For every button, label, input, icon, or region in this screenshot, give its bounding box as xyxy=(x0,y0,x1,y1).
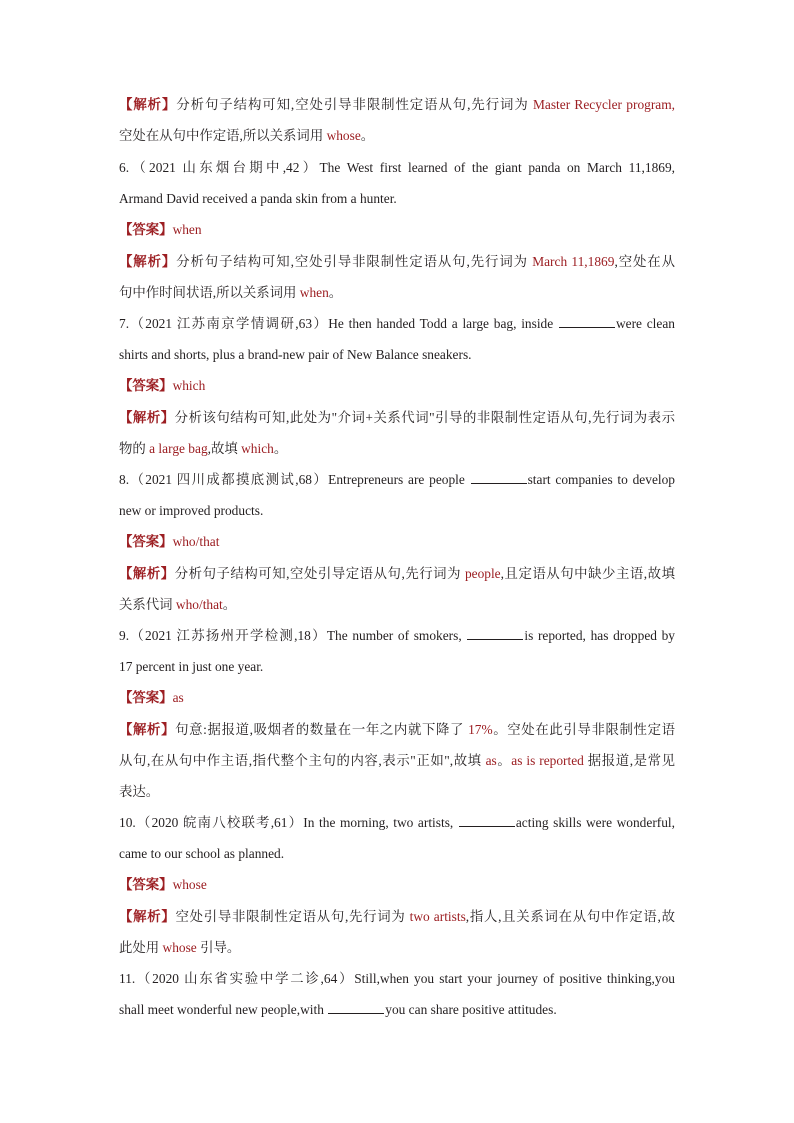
analysis-label: 【解析】 xyxy=(119,410,175,425)
analysis-line xyxy=(119,284,342,302)
analysis-line xyxy=(119,596,236,614)
analysis-line xyxy=(119,409,675,427)
analysis-text: 从句,在从句中作主语,指代整个主句的内容,表示"正如",故填 xyxy=(119,753,486,768)
analysis-text: 分析句子结构可知,空处引导非限制性定语从句,先行词为 xyxy=(176,97,533,112)
question-6-line: Armand David received a panda skin from a hunter. xyxy=(119,191,397,206)
analysis-text: 表达。 xyxy=(119,784,160,799)
analysis-text: 据报道,是常见 xyxy=(583,753,675,768)
analysis-line xyxy=(119,908,675,926)
analysis-line xyxy=(119,783,159,801)
analysis-label: 【解析】 xyxy=(119,566,175,581)
analysis-text: 引导。 xyxy=(196,940,241,955)
answer-line xyxy=(119,377,205,395)
answer-label: 【答案】 xyxy=(119,378,173,393)
analysis-text: 。 xyxy=(273,441,288,456)
analysis-label: 【解析】 xyxy=(119,254,177,269)
analysis-text: 空处在从句中作定语,所以关系词用 xyxy=(119,128,327,143)
analysis-text: 分析句子结构可知,空处引导定语从句,先行词为 xyxy=(174,566,465,581)
analysis-text: 空处引导非限制性定语从句,先行词为 xyxy=(175,909,410,924)
answer-line xyxy=(119,689,184,707)
answer-blank xyxy=(471,471,527,484)
question-10-line: 10.（2020 皖南八校联考,61）In the morning, two artists, acting skills were wonderful, xyxy=(119,815,675,830)
analysis-highlight: March 11,1869 xyxy=(532,254,615,269)
analysis-text: 物的 xyxy=(119,441,150,456)
analysis-text: 句意:据报道,吸烟者的数量在一年之内就下降了 xyxy=(175,722,469,737)
analysis-text: ,空处在从 xyxy=(614,254,675,269)
answer-label: 【答案】 xyxy=(119,222,173,237)
analysis-highlight: who/that xyxy=(175,597,223,612)
answer-label: 【答案】 xyxy=(119,877,173,892)
answer-blank xyxy=(328,1001,384,1014)
analysis-text: 。空处在此引导非限制性定语 xyxy=(492,722,675,737)
analysis-highlight: as is reported xyxy=(511,753,584,768)
analysis-text: ,且定语从句中缺少主语,故填 xyxy=(500,566,676,581)
analysis-label: 【解析】 xyxy=(119,722,176,737)
question-10-line: came to our school as planned. xyxy=(119,846,285,861)
analysis-line xyxy=(119,721,675,739)
question-7-line: 7.（2021 江苏南京学情调研,63）He then handed Todd a large bag, inside were clean xyxy=(119,316,675,331)
analysis-highlight: a large bag xyxy=(149,441,208,456)
analysis-highlight: 17% xyxy=(468,722,493,737)
analysis-line xyxy=(119,565,675,583)
answer-blank xyxy=(459,814,515,827)
analysis-text: 。 xyxy=(222,597,237,612)
question-9-line: 9.（2021 江苏扬州开学检测,18）The number of smokers, is reported, has dropped by xyxy=(119,628,676,643)
answer-blank xyxy=(559,315,615,328)
answer-line xyxy=(119,876,207,894)
analysis-highlight: when xyxy=(299,285,329,300)
answer-value: when xyxy=(172,222,202,237)
analysis-line xyxy=(119,96,675,114)
analysis-label: 【解析】 xyxy=(119,97,177,112)
analysis-highlight: Master Recycler program, xyxy=(532,97,676,112)
analysis-highlight: whose xyxy=(162,940,197,955)
analysis-line xyxy=(119,127,374,145)
answer-value: whose xyxy=(172,877,207,892)
analysis-text: 此处用 xyxy=(119,940,163,955)
analysis-text: 。 xyxy=(496,753,512,768)
question-8-line: 8.（2021 四川成都摸底测试,68）Entrepreneurs are people start companies to develop xyxy=(119,472,675,487)
analysis-line xyxy=(119,253,675,271)
question-7-line: shirts and shorts, plus a brand-new pair of New Balance sneakers. xyxy=(119,347,472,362)
analysis-highlight: two artists xyxy=(409,909,466,924)
analysis-line xyxy=(119,939,240,957)
analysis-highlight: as xyxy=(485,753,497,768)
question-8-line: new or improved products. xyxy=(119,503,264,518)
question-9-line: 17 percent in just one year. xyxy=(119,659,264,674)
analysis-text: 。 xyxy=(328,285,343,300)
analysis-highlight: whose xyxy=(326,128,361,143)
question-11-line: 11.（2020 山东省实验中学二诊,64）Still,when you start your journey of positive thinking,you xyxy=(119,971,675,986)
analysis-label: 【解析】 xyxy=(119,909,176,924)
analysis-line xyxy=(119,752,675,770)
analysis-text: ,指人,且关系词在从句中作定语,故 xyxy=(465,909,676,924)
answer-value: as xyxy=(172,690,184,705)
analysis-text: ,故填 xyxy=(207,441,242,456)
question-6-line: 6.（2021 山东烟台期中,42）The West first learned of the giant panda on March 11,1869, xyxy=(119,160,675,175)
analysis-text: 分析该句结构可知,此处为"介词+关系代词"引导的非限制性定语从句,先行词为表示 xyxy=(174,410,675,425)
analysis-text: 句中作时间状语,所以关系词用 xyxy=(119,285,300,300)
analysis-text: 。 xyxy=(360,128,375,143)
answer-label: 【答案】 xyxy=(119,690,173,705)
analysis-highlight: which xyxy=(241,441,274,456)
analysis-text: 关系代词 xyxy=(119,597,176,612)
question-11-line: shall meet wonderful new people,with you can share positive attitudes. xyxy=(119,1002,557,1017)
answer-label: 【答案】 xyxy=(119,534,173,549)
answer-blank xyxy=(467,627,523,640)
answer-line xyxy=(119,533,219,551)
analysis-highlight: people xyxy=(464,566,501,581)
analysis-text: 分析句子结构可知,空处引导非限制性定语从句,先行词为 xyxy=(176,254,533,269)
answer-line xyxy=(119,221,202,239)
answer-value: which xyxy=(172,378,206,393)
answer-value: who/that xyxy=(172,534,220,549)
analysis-line xyxy=(119,440,287,458)
